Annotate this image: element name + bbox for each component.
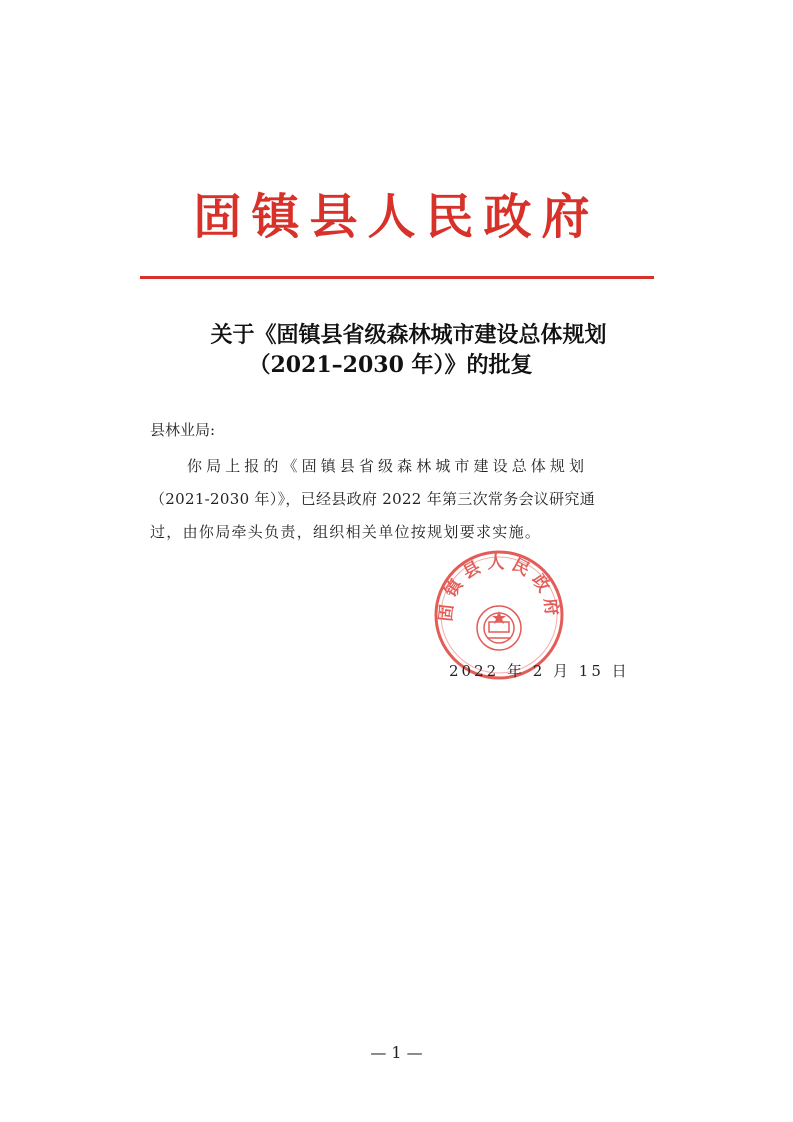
body-paragraph-line-3: 过，由你局牵头负责，组织相关单位按规划要求实施。 (150, 523, 542, 541)
issue-date: 2022 年 2 月 15 日 (449, 662, 630, 680)
national-emblem-icon (477, 606, 521, 650)
document-title-line-2: （2021–2030 年）》的批复 (248, 352, 533, 378)
body-paragraph-line-2: （2021-2030 年）》，已经县政府 2022 年第三次常务会议研究通 (150, 490, 595, 508)
svg-text:固镇县人民政府: 固镇县人民政府 (436, 553, 562, 623)
red-divider-line (140, 276, 654, 279)
page-number: — 1 — (370, 1043, 423, 1062)
body-paragraph-line-1: 你局上报的《固镇县省级森林城市建设总体规划 (187, 457, 589, 475)
document-title-line-1: 关于《固镇县省级森林城市建设总体规划 (210, 322, 607, 348)
salutation: 县林业局: (150, 421, 216, 439)
issuer-header-title: 固镇县人民政府 (193, 189, 600, 245)
